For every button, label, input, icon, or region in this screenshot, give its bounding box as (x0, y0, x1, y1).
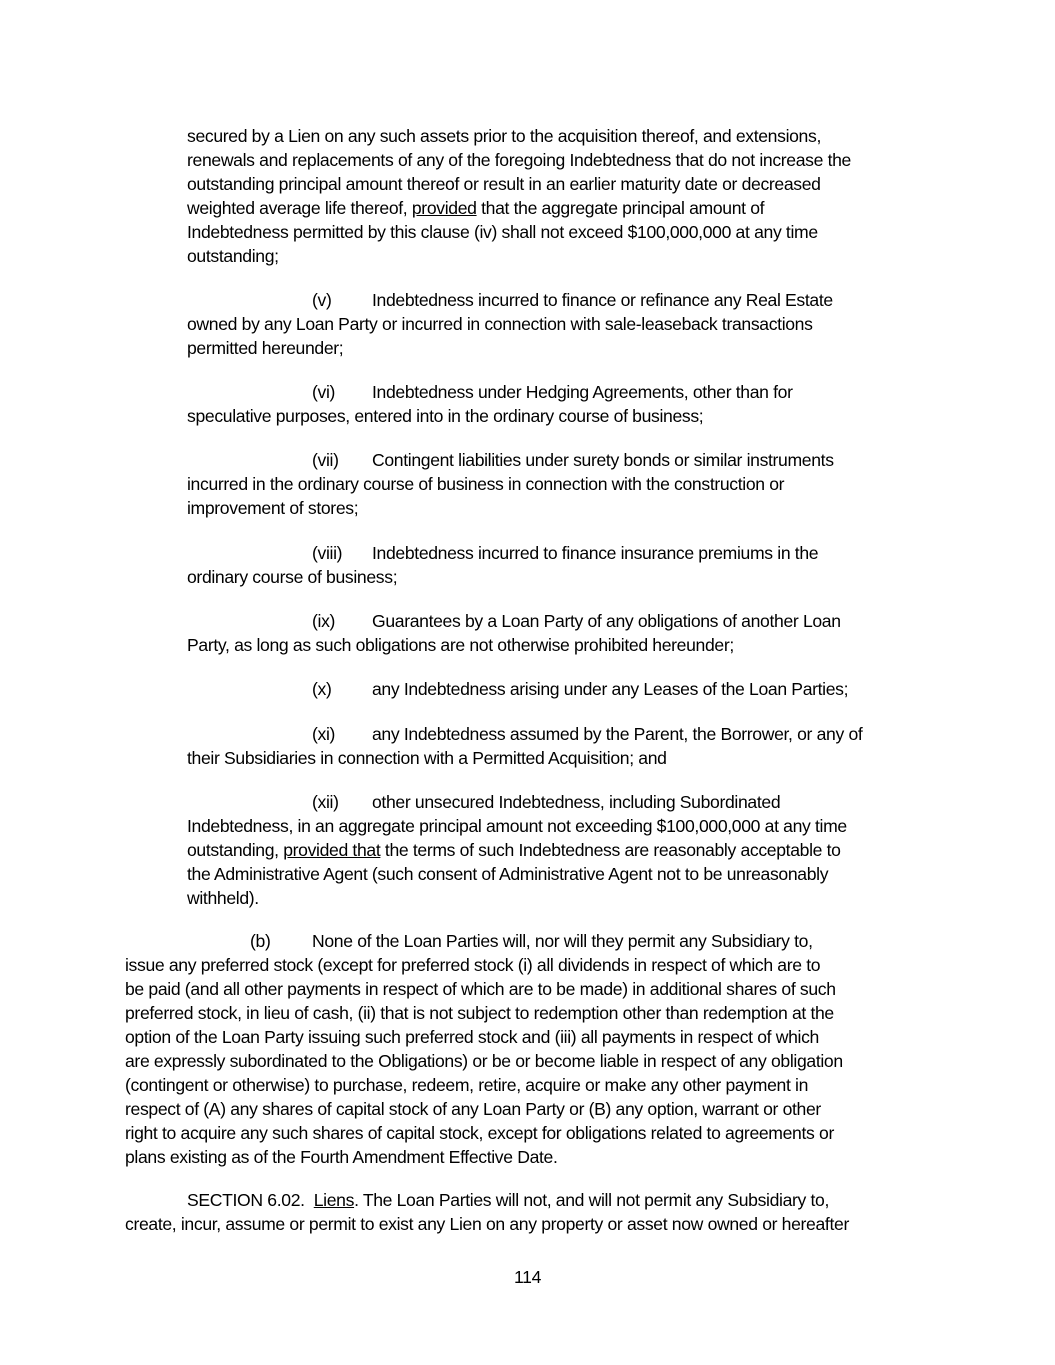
text-line (187, 196, 922, 220)
clause-xii (187, 790, 922, 910)
paragraph-number: (b) (250, 931, 271, 951)
text-line: the Administrative Agent (such consent of Administrative Agent not to be unreasonably (187, 864, 829, 884)
section-title: Liens (313, 1190, 355, 1210)
clause-text: Contingent liabilities under surety bonds or similar instruments (372, 450, 834, 470)
section-label: SECTION 6.02. (187, 1190, 305, 1210)
clause-xi (187, 722, 922, 770)
clause-text: Indebtedness incurred to finance or refinance any Real Estate (372, 290, 833, 310)
text-line: option of the Loan Party issuing such preferred stock and (iii) all payments in respect of which (125, 1027, 819, 1047)
clause-number: (xi) (312, 724, 336, 744)
text-line: Indebtedness, in an aggregate principal amount not exceeding $100,000,000 at any time (187, 816, 847, 836)
text-line: respect of (A) any shares of capital stock of any Loan Party or (B) any option, warrant or other (125, 1099, 821, 1119)
text-line: incurred in the ordinary course of business in connection with the construction or (187, 474, 785, 494)
text-line: outstanding; (187, 246, 279, 266)
clause-first-line (187, 541, 922, 565)
clause-vii (187, 448, 922, 520)
section-text: . The Loan Parties will not, and will not permit any Subsidiary to, (354, 1190, 830, 1210)
provided-that-underlined: provided that (283, 840, 381, 860)
clause-first-line (187, 609, 922, 633)
text-line: speculative purposes, entered into in the ordinary course of business; (187, 406, 704, 426)
text-line: withheld). (187, 888, 259, 908)
text-line: create, incur, assume or permit to exist any Lien on any property or asset now owned or hereafter (125, 1214, 849, 1234)
clause-number: (x) (312, 679, 332, 699)
section-6-02 (125, 1188, 930, 1236)
text-fragment: the terms of such Indebtedness are reasonably acceptable to (380, 840, 841, 860)
text-line: be paid (and all other payments in respect of which are to be made) in additional shares of such (125, 979, 836, 999)
text-line: are expressly subordinated to the Obligations) or be or become liable in respect of any obligation (125, 1051, 843, 1071)
page-number: 114 (514, 1267, 541, 1287)
clause-text: any Indebtedness assumed by the Parent, the Borrower, or any of (372, 724, 863, 744)
text-fragment: that the aggregate principal amount of (476, 198, 765, 218)
paragraph-b (125, 929, 930, 1169)
clause-text: Guarantees by a Loan Party of any obligations of another Loan (372, 611, 841, 631)
clause-number: (ix) (312, 611, 336, 631)
clause-x (187, 677, 922, 701)
section-heading-line (125, 1188, 930, 1212)
clause-number: (vi) (312, 382, 336, 402)
clause-text: other unsecured Indebtedness, including Subordinated (372, 792, 781, 812)
text-line: Party, as long as such obligations are not otherwise prohibited hereunder; (187, 635, 734, 655)
clause-ix (187, 609, 922, 657)
clause-first-line (187, 677, 922, 701)
text-fragment: outstanding, (187, 840, 284, 860)
clause-first-line (187, 722, 922, 746)
text-line: renewals and replacements of any of the foregoing Indebtedness that do not increase the (187, 150, 851, 170)
clause-number: (vii) (312, 450, 339, 470)
clause-text: any Indebtedness arising under any Leases of the Loan Parties; (372, 679, 849, 699)
clause-viii (187, 541, 922, 589)
text-line: improvement of stores; (187, 498, 359, 518)
text-fragment: weighted average life thereof, (187, 198, 412, 218)
clause-first-line (187, 380, 922, 404)
text-line: plans existing as of the Fourth Amendment Effective Date. (125, 1147, 558, 1167)
text-line: (contingent or otherwise) to purchase, redeem, retire, acquire or make any other payment in (125, 1075, 809, 1095)
provided-underlined: provided (411, 198, 477, 218)
text-line: issue any preferred stock (except for preferred stock (i) all dividends in respect of which are to (125, 955, 821, 975)
text-line: permitted hereunder; (187, 338, 344, 358)
text-line: right to acquire any such shares of capital stock, except for obligations related to agreements or (125, 1123, 834, 1143)
clause-iv-continuation (187, 124, 922, 268)
text-line (187, 838, 922, 862)
text-line: their Subsidiaries in connection with a Permitted Acquisition; and (187, 748, 667, 768)
text-line: preferred stock, in lieu of cash, (ii) that is not subject to redemption other than redemption at the (125, 1003, 834, 1023)
text-line: secured by a Lien on any such assets prior to the acquisition thereof, and extensions, (187, 126, 821, 146)
clause-first-line (187, 288, 922, 312)
clause-number: (v) (312, 290, 332, 310)
paragraph-first-line (125, 929, 930, 953)
clause-number: (xii) (312, 792, 339, 812)
text-line: outstanding principal amount thereof or result in an earlier maturity date or decreased (187, 174, 821, 194)
clause-vi (187, 380, 922, 428)
clause-v (187, 288, 922, 360)
text-line: owned by any Loan Party or incurred in connection with sale-leaseback transactions (187, 314, 813, 334)
text-line: ordinary course of business; (187, 567, 398, 587)
paragraph-text: None of the Loan Parties will, nor will they permit any Subsidiary to, (312, 931, 813, 951)
clause-text: Indebtedness incurred to finance insurance premiums in the (372, 543, 819, 563)
clause-first-line (187, 448, 922, 472)
text-line: Indebtedness permitted by this clause (iv) shall not exceed $100,000,000 at any time (187, 222, 818, 242)
clause-first-line (187, 790, 922, 814)
clause-number: (viii) (312, 543, 343, 563)
clause-text: Indebtedness under Hedging Agreements, other than for (372, 382, 793, 402)
